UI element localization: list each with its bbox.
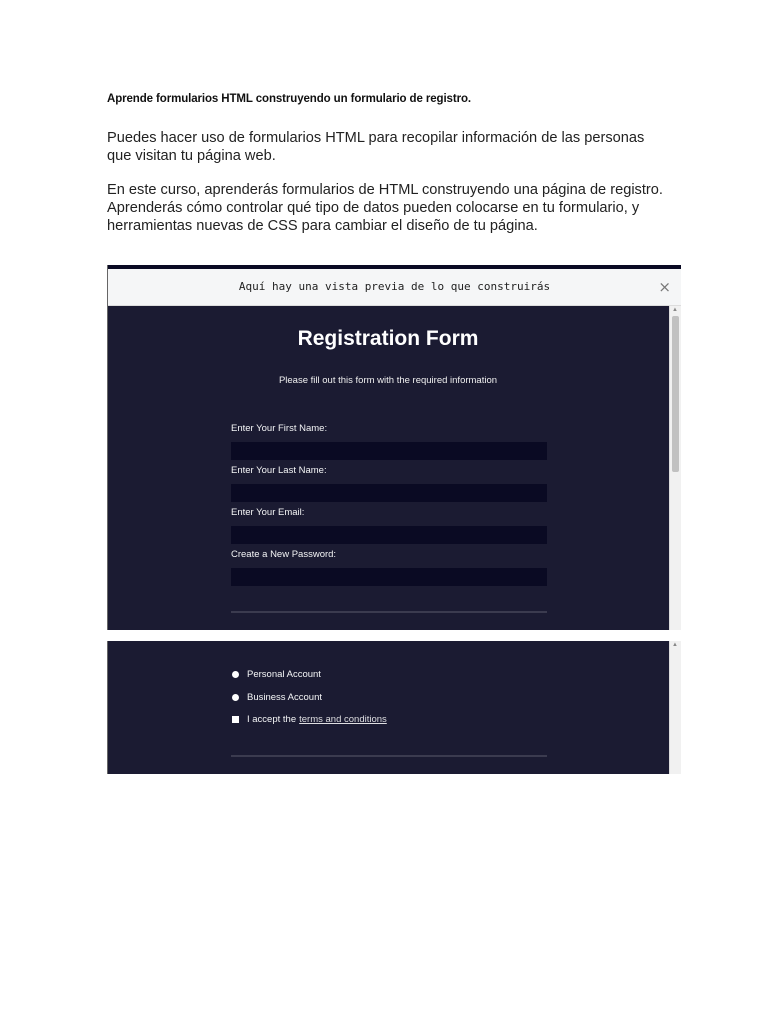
email-input[interactable] bbox=[231, 526, 547, 544]
preview-screenshot-top bbox=[107, 265, 681, 630]
form-divider bbox=[231, 611, 547, 613]
personal-account-label: Personal Account bbox=[247, 669, 321, 680]
checkbox-icon[interactable] bbox=[232, 716, 239, 723]
password-input[interactable] bbox=[231, 568, 547, 586]
preview-screenshot-bottom bbox=[107, 641, 681, 774]
scrollbar[interactable] bbox=[669, 641, 681, 774]
scroll-thumb[interactable] bbox=[672, 316, 679, 472]
business-account-option[interactable] bbox=[232, 692, 322, 703]
radio-icon[interactable] bbox=[232, 671, 239, 678]
email-label: Enter Your Email: bbox=[231, 507, 305, 518]
personal-account-option[interactable] bbox=[232, 669, 321, 680]
preview-bar bbox=[108, 269, 681, 306]
radio-icon[interactable] bbox=[232, 694, 239, 701]
scroll-up-icon[interactable]: ▲ bbox=[672, 642, 678, 648]
preview-bar-text: Aquí hay una vista previa de lo que construirás bbox=[238, 280, 551, 293]
business-account-label: Business Account bbox=[247, 692, 322, 703]
password-label: Create a New Password: bbox=[231, 549, 337, 560]
form-divider bbox=[231, 755, 547, 757]
form-title: Registration Form bbox=[297, 327, 479, 350]
form-subtitle: Please fill out this form with the required information bbox=[278, 375, 498, 386]
course-paragraph: En este curso, aprenderás formularios de HTML construyendo una página de registro. Aprenderás cómo controlar qué tipo de datos pueden colocarse en tu formulario, y herramientas nuevas de CSS para cambiar el diseño de tu página. bbox=[107, 182, 663, 234]
terms-link[interactable]: terms and conditions bbox=[299, 714, 387, 725]
terms-option[interactable] bbox=[232, 714, 387, 725]
last-name-label: Enter Your Last Name: bbox=[231, 465, 327, 476]
accept-terms-label: I accept the bbox=[247, 714, 297, 725]
scroll-up-icon[interactable]: ▲ bbox=[672, 307, 678, 313]
last-name-input[interactable] bbox=[231, 484, 547, 502]
close-icon[interactable]: × bbox=[658, 278, 671, 296]
doc-title: Aprende formularios HTML construyendo un formulario de registro. bbox=[107, 93, 471, 105]
first-name-label: Enter Your First Name: bbox=[231, 423, 328, 434]
scrollbar[interactable] bbox=[669, 306, 681, 630]
intro-paragraph: Puedes hacer uso de formularios HTML para recopilar información de las personas que visitan tu página web. bbox=[107, 130, 645, 164]
first-name-input[interactable] bbox=[231, 442, 547, 460]
